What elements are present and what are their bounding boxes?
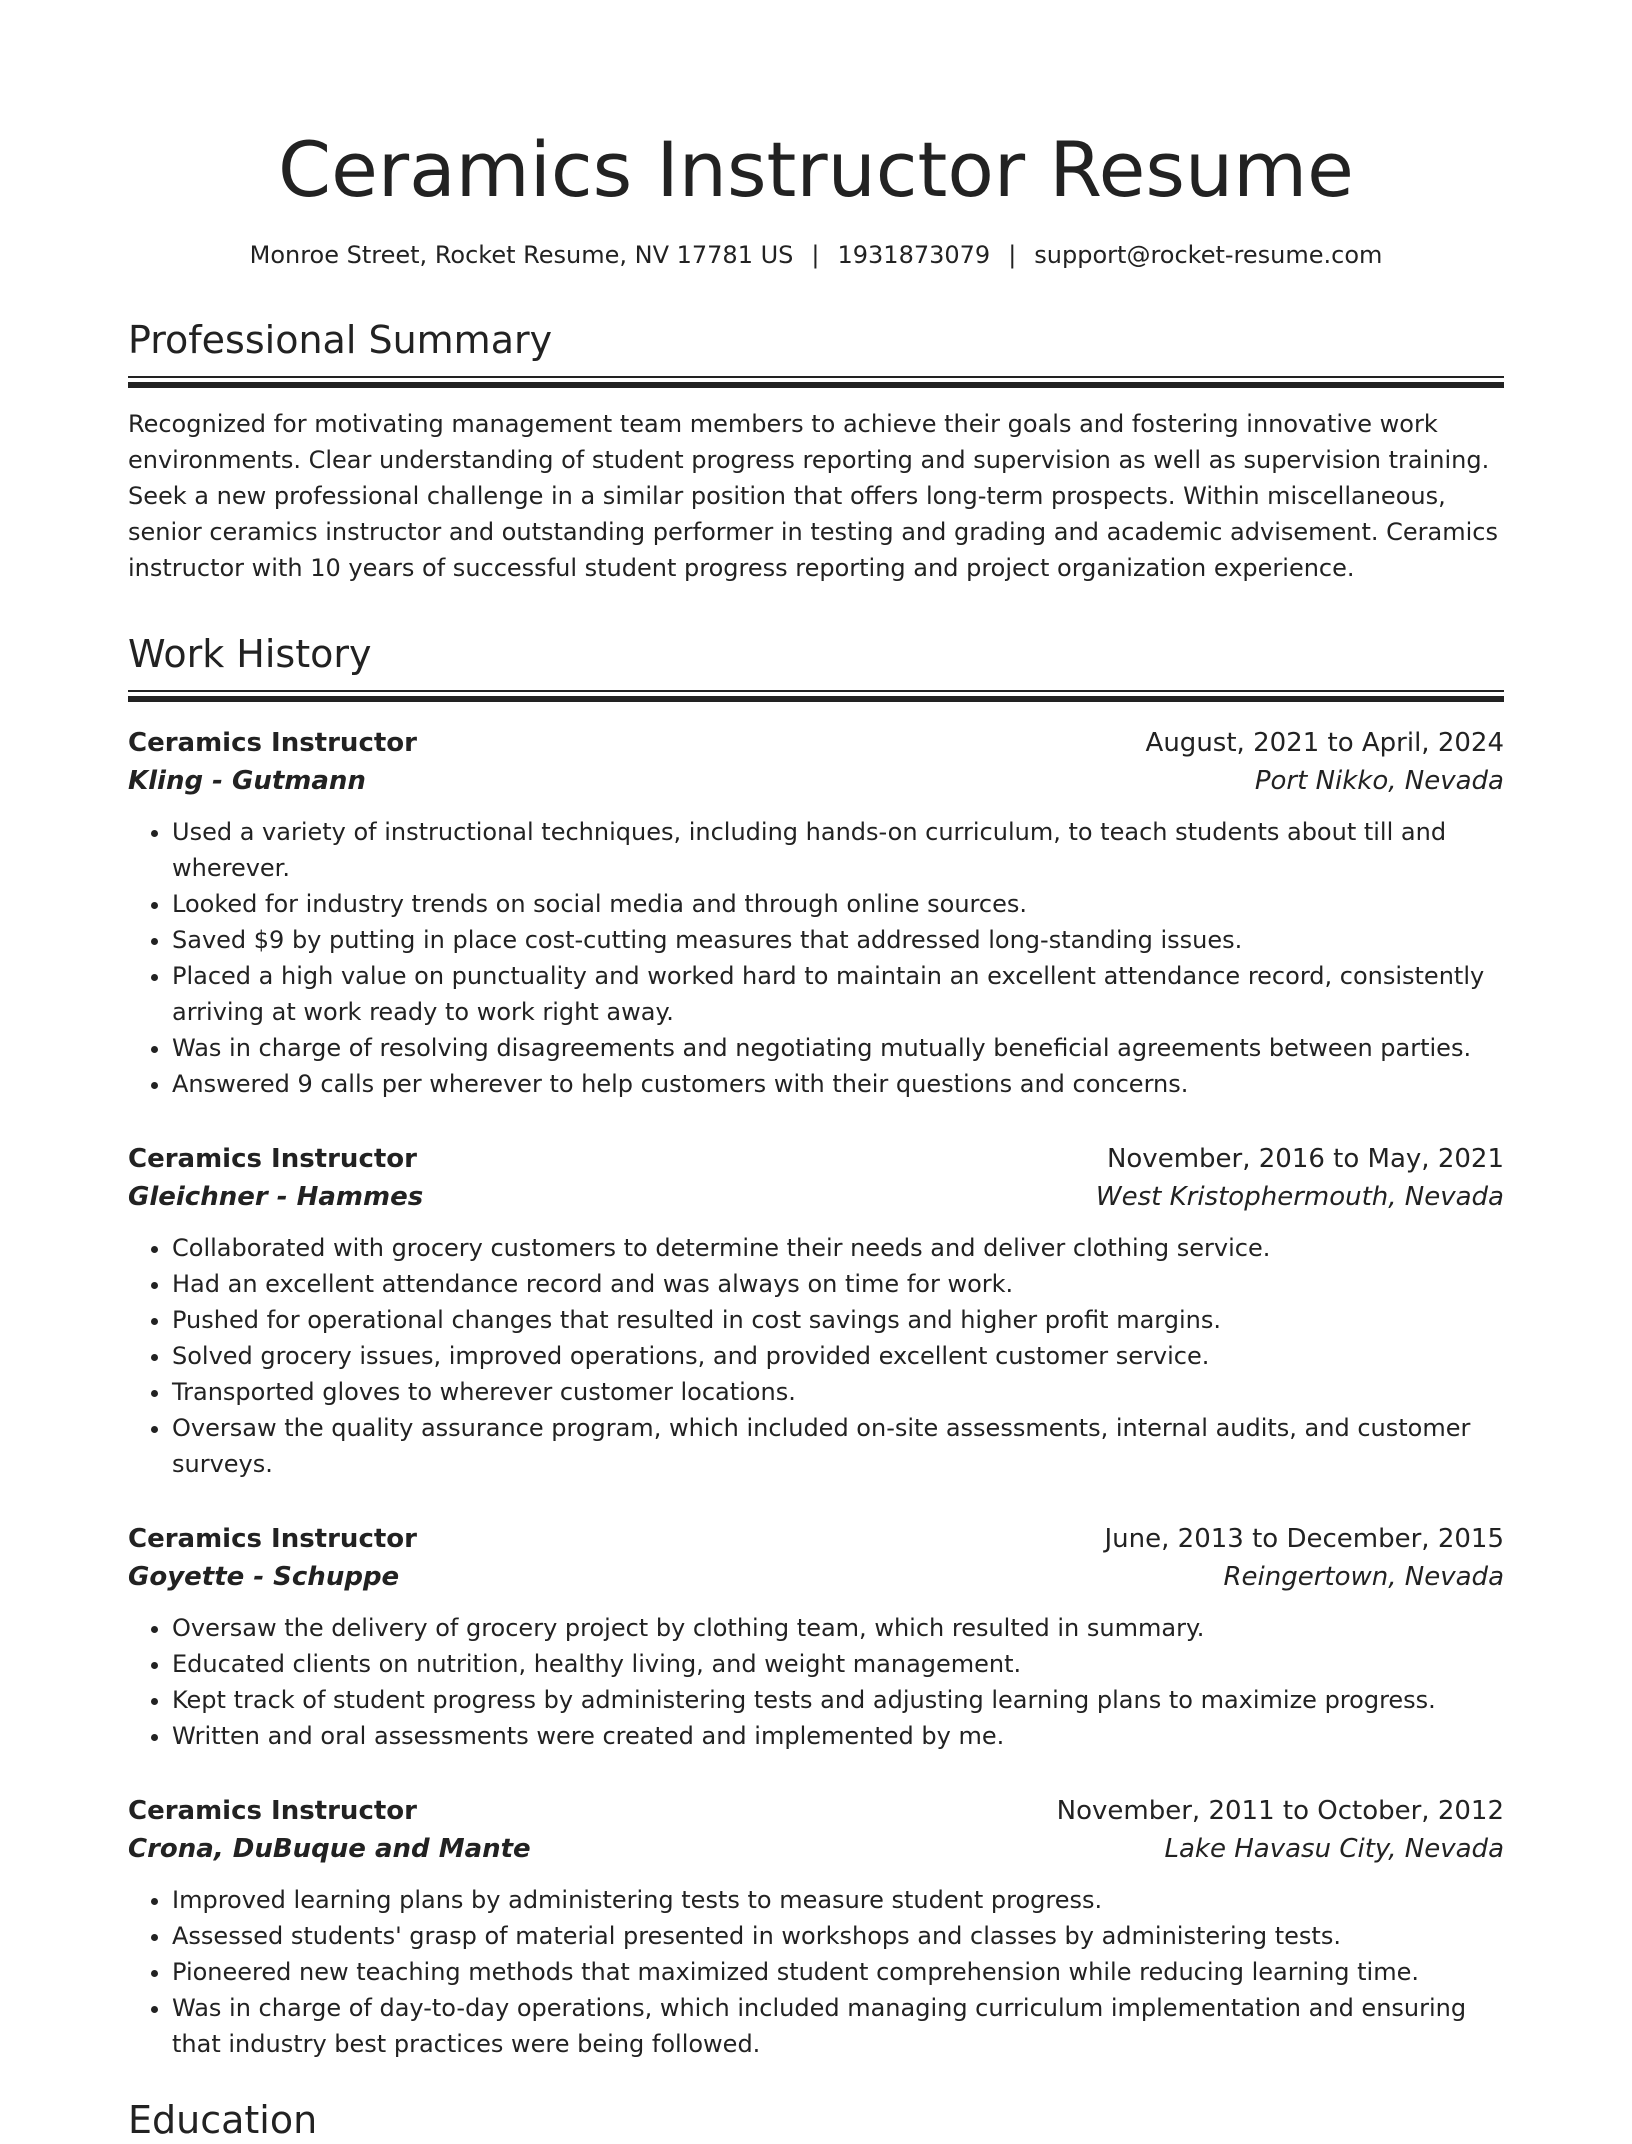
job-bullet-list bbox=[128, 1882, 1504, 2062]
contact-separator: | bbox=[811, 241, 820, 269]
job-bullet: • Educated clients on nutrition, healthy living, and weight management. bbox=[172, 1646, 1504, 1682]
job-entry bbox=[128, 1792, 1504, 2062]
resume-title: Ceramics Instructor Resume bbox=[278, 125, 1354, 214]
job-company-row bbox=[128, 1558, 1504, 1596]
contact-email: support@rocket-resume.com bbox=[1034, 241, 1383, 269]
job-location: West Kristophermouth, Nevada bbox=[1095, 1182, 1504, 1212]
job-bullet: • Pioneered new teaching methods that maximized student comprehension while reducing learning time. bbox=[172, 1954, 1504, 1990]
job-bullet: • Had an excellent attendance record and was always on time for work. bbox=[172, 1266, 1504, 1302]
education-heading: Education bbox=[128, 2098, 318, 2142]
job-location: Lake Havasu City, Nevada bbox=[1164, 1834, 1504, 1864]
job-bullet: • Solved grocery issues, improved operations, and provided excellent customer service. bbox=[172, 1338, 1504, 1374]
job-company-row bbox=[128, 1178, 1504, 1216]
job-bullet-list bbox=[128, 814, 1504, 1102]
contact-separator: | bbox=[1008, 241, 1017, 269]
work-section-header bbox=[128, 630, 1504, 702]
job-dates: November, 2016 to May, 2021 bbox=[1106, 1144, 1504, 1174]
summary-heading: Professional Summary bbox=[128, 318, 553, 362]
contact-line bbox=[128, 238, 1504, 272]
section-divider bbox=[128, 690, 1504, 702]
job-bullet: • Pushed for operational changes that resulted in cost savings and higher profit margins. bbox=[172, 1302, 1504, 1338]
education-section-header bbox=[128, 2096, 1504, 2144]
job-title-row bbox=[128, 1792, 1504, 1830]
job-bullet-list bbox=[128, 1230, 1504, 1482]
job-bullet: • Was in charge of day-to-day operations, which included managing curriculum implementation and ensuring that industry best practices were being followed. bbox=[172, 1990, 1504, 2062]
job-title-row bbox=[128, 1520, 1504, 1558]
job-company-row bbox=[128, 1830, 1504, 1868]
job-bullet: • Kept track of student progress by administering tests and adjusting learning plans to maximize progress. bbox=[172, 1682, 1504, 1718]
job-company-row bbox=[128, 762, 1504, 800]
job-title: Ceramics Instructor bbox=[128, 728, 417, 758]
work-heading: Work History bbox=[128, 632, 372, 676]
job-location: Reingertown, Nevada bbox=[1223, 1562, 1504, 1592]
summary-section-header bbox=[128, 316, 1504, 388]
job-title-row bbox=[128, 1140, 1504, 1178]
job-entry bbox=[128, 1140, 1504, 1482]
job-title: Ceramics Instructor bbox=[128, 1144, 417, 1174]
job-bullet: • Oversaw the delivery of grocery project by clothing team, which resulted in summary. bbox=[172, 1610, 1504, 1646]
job-dates: June, 2013 to December, 2015 bbox=[1104, 1524, 1504, 1554]
job-entry bbox=[128, 1520, 1504, 1754]
job-entry bbox=[128, 724, 1504, 1102]
job-title-row bbox=[128, 724, 1504, 762]
section-divider bbox=[128, 376, 1504, 388]
job-bullet: • Placed a high value on punctuality and worked hard to maintain an excellent attendance record, consistently arriving at work ready to work right away. bbox=[172, 958, 1504, 1030]
job-location: Port Nikko, Nevada bbox=[1254, 766, 1504, 796]
job-bullet-list bbox=[128, 1610, 1504, 1754]
job-bullet: • Improved learning plans by administering tests to measure student progress. bbox=[172, 1882, 1504, 1918]
job-title: Ceramics Instructor bbox=[128, 1796, 417, 1826]
contact-phone: 1931873079 bbox=[837, 241, 991, 269]
job-bullet: • Looked for industry trends on social media and through online sources. bbox=[172, 886, 1504, 922]
job-company: Gleichner - Hammes bbox=[128, 1182, 424, 1212]
contact-address: Monroe Street, Rocket Resume, NV 17781 US bbox=[249, 241, 794, 269]
summary-text: Recognized for motivating management team members to achieve their goals and fostering innovative work environments. Clear understanding of student progress reporting and supervision as well as supervision training. Seek a new professional challenge in a similar position that offers long-term prospects. Within miscellaneous, senior ceramics instructor and outstanding performer in testing and grading and academic advisement. Ceramics instructor with 10 years of successful student progress reporting and project organization experience. bbox=[128, 410, 1498, 582]
job-title: Ceramics Instructor bbox=[128, 1524, 417, 1554]
job-dates: November, 2011 to October, 2012 bbox=[1056, 1796, 1504, 1826]
job-bullet: • Saved $9 by putting in place cost-cutting measures that addressed long-standing issues. bbox=[172, 922, 1504, 958]
job-bullet: • Answered 9 calls per wherever to help customers with their questions and concerns. bbox=[172, 1066, 1504, 1102]
job-company: Crona, DuBuque and Mante bbox=[128, 1834, 531, 1864]
work-history-list bbox=[128, 724, 1504, 2062]
job-bullet: • Assessed students' grasp of material presented in workshops and classes by administering tests. bbox=[172, 1918, 1504, 1954]
job-dates: August, 2021 to April, 2024 bbox=[1145, 728, 1504, 758]
job-bullet: • Transported gloves to wherever customer locations. bbox=[172, 1374, 1504, 1410]
job-bullet: • Collaborated with grocery customers to determine their needs and deliver clothing service. bbox=[172, 1230, 1504, 1266]
job-company: Goyette - Schuppe bbox=[128, 1562, 400, 1592]
job-bullet: • Was in charge of resolving disagreements and negotiating mutually beneficial agreements between parties. bbox=[172, 1030, 1504, 1066]
job-bullet: • Written and oral assessments were created and implemented by me. bbox=[172, 1718, 1504, 1754]
job-bullet: • Oversaw the quality assurance program, which included on-site assessments, internal audits, and customer surveys. bbox=[172, 1410, 1504, 1482]
job-company: Kling - Gutmann bbox=[128, 766, 366, 796]
job-bullet: • Used a variety of instructional techniques, including hands-on curriculum, to teach students about till and wherever. bbox=[172, 814, 1504, 886]
